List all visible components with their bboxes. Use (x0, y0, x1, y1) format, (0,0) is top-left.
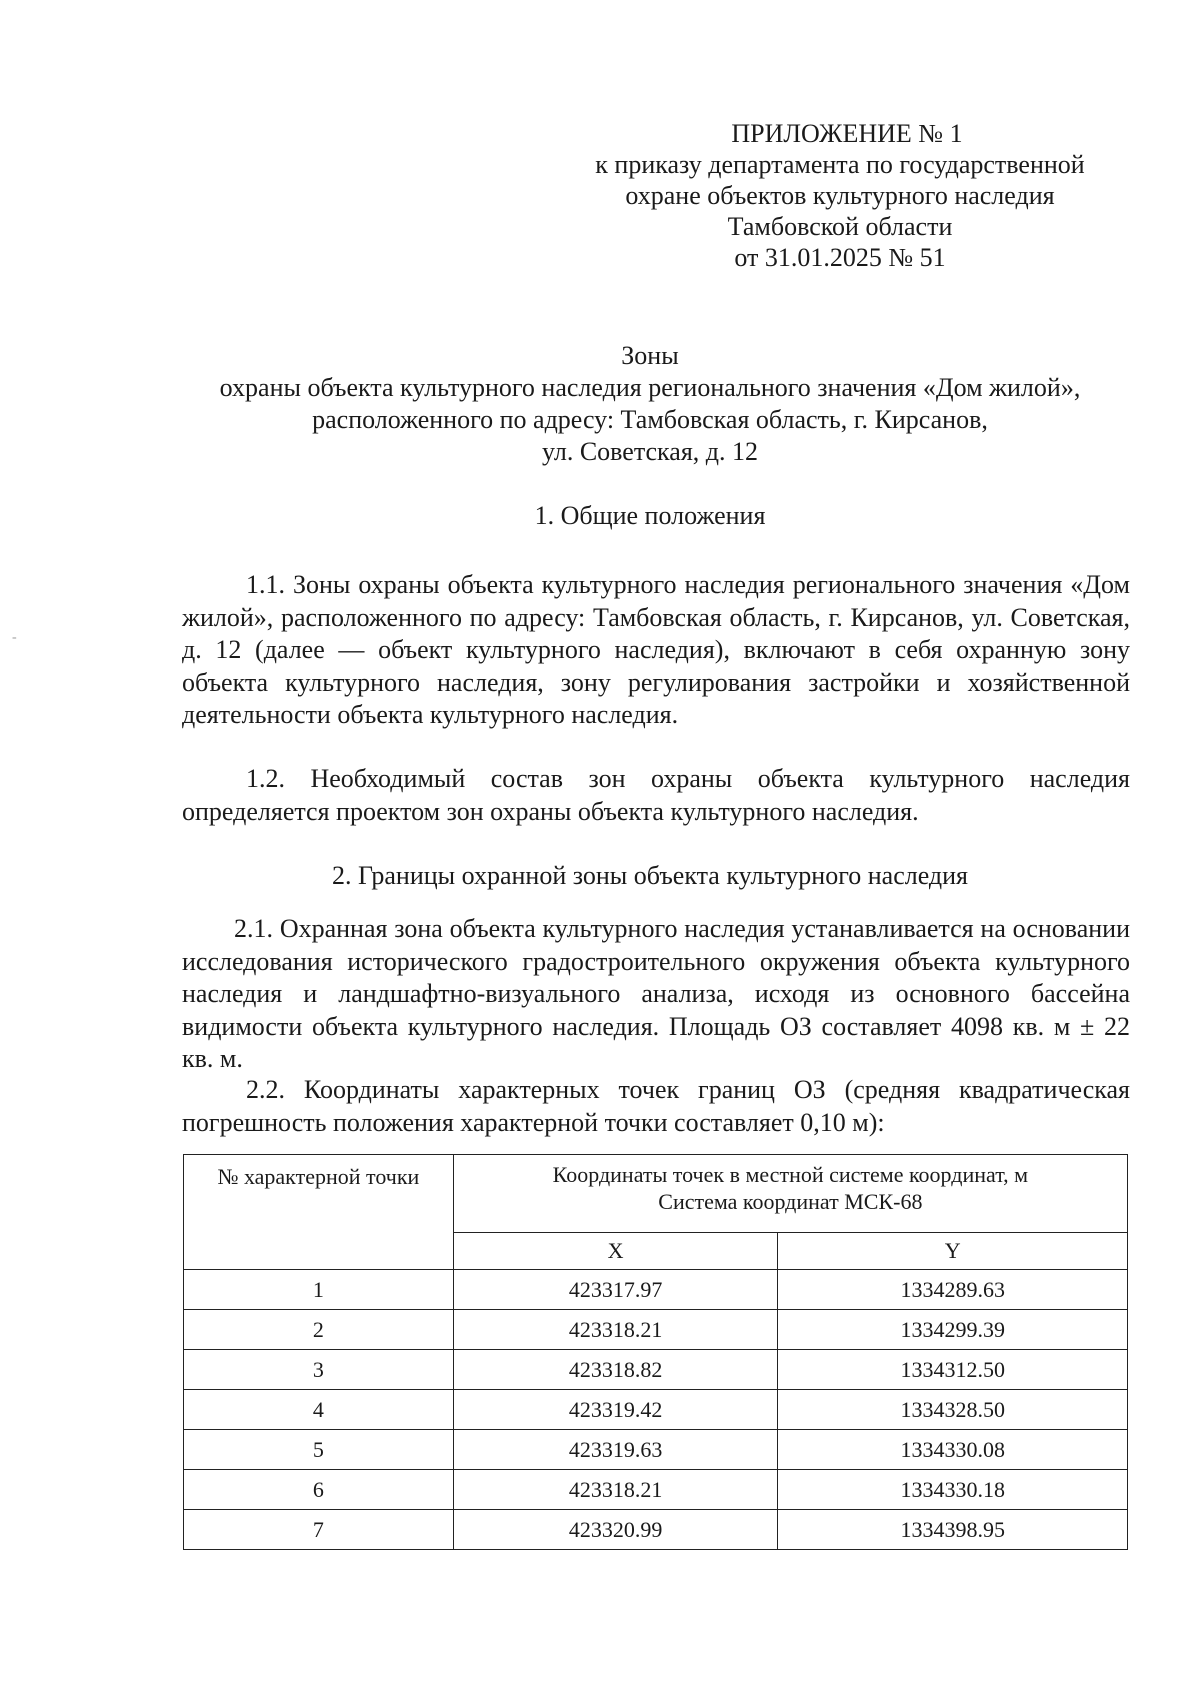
paragraph-1-2 (182, 763, 1130, 828)
scan-speck: - (12, 630, 17, 645)
x-coordinate-cell: 423318.21 (453, 1310, 778, 1350)
y-coordinate-cell: 1334289.63 (778, 1270, 1128, 1310)
appendix-header (560, 118, 1120, 273)
section-1-heading: 1. Общие положения (534, 501, 766, 530)
paragraph-2-2 (182, 1074, 1130, 1139)
table-row (184, 1350, 1128, 1390)
column-header-point-number: № характерной точки (184, 1155, 454, 1270)
title-line: охраны объекта культурного наследия регионального значения «Дом жилой», (219, 373, 1081, 402)
x-coordinate-cell: 423318.82 (453, 1350, 778, 1390)
column-header-x: X (453, 1233, 778, 1270)
y-coordinate-cell: 1334312.50 (778, 1350, 1128, 1390)
paragraph-text: 1.2. Необходимый состав зон охраны объекта культурного наследия определяется проектом зон охраны объекта культурного наследия. (182, 764, 1130, 826)
section-2-heading: 2. Границы охранной зоны объекта культурного наследия (331, 861, 969, 890)
title-line: ул. Советская, д. 12 (541, 437, 759, 466)
paragraph-text: 1.1. Зоны охраны объекта культурного наследия регионального значения «Дом жилой», расположенного по адресу: Тамбовская область, г. Кирсанов, ул. Советская, д. 12 (далее — объект культурного наследия), включают в себя охранную зону объекта культурного наследия, зону регулирования застройки и хозяйственной деятельности объекта культурного наследия. (182, 570, 1130, 729)
appendix-title: ПРИЛОЖЕНИЕ № 1 (731, 119, 963, 148)
point-number-cell: 3 (184, 1350, 454, 1390)
paragraph-text: 2.2. Координаты характерных точек границ ОЗ (средняя квадратическая погрешность положения характерной точки составляет 0,10 м): (182, 1075, 1130, 1137)
paragraph-text: 2.1. Охранная зона объекта культурного наследия устанавливается на основании исследования исторического градостроительного окружения объекта культурного наследия и ландшафтно-визуального анализа, исходя из основного бассейна видимости объекта культурного наследия. Площадь ОЗ составляет 4098 кв. м ± 22 кв. м. (182, 914, 1130, 1073)
point-number-cell: 1 (184, 1270, 454, 1310)
point-number-cell: 2 (184, 1310, 454, 1350)
x-coordinate-cell: 423319.63 (453, 1430, 778, 1470)
title-line: расположенного по адресу: Тамбовская область, г. Кирсанов, (312, 405, 988, 434)
table-row (184, 1470, 1128, 1510)
table-row (184, 1430, 1128, 1470)
x-coordinate-cell: 423320.99 (453, 1510, 778, 1550)
column-header-y: Y (778, 1233, 1128, 1270)
paragraph-2-1 (182, 913, 1130, 1076)
point-number-cell: 5 (184, 1430, 454, 1470)
x-coordinate-cell: 423319.42 (453, 1390, 778, 1430)
coordinates-header-line: Координаты точек в местной системе координат, м (552, 1162, 1029, 1187)
document-title (170, 340, 1130, 468)
appendix-line: к приказу департамента по государственной (595, 150, 1085, 179)
table-row (184, 1390, 1128, 1430)
table-row (184, 1310, 1128, 1350)
y-coordinate-cell: 1334299.39 (778, 1310, 1128, 1350)
table-row (184, 1270, 1128, 1310)
coordinates-table (183, 1154, 1128, 1550)
table-row (184, 1510, 1128, 1550)
coordinates-system-label: Система координат МСК-68 (658, 1189, 923, 1214)
column-header-coordinates (453, 1155, 1127, 1233)
point-number-cell: 6 (184, 1470, 454, 1510)
x-coordinate-cell: 423317.97 (453, 1270, 778, 1310)
point-number-cell: 4 (184, 1390, 454, 1430)
appendix-line: охране объектов культурного наследия (625, 181, 1055, 210)
x-coordinate-cell: 423318.21 (453, 1470, 778, 1510)
y-coordinate-cell: 1334330.08 (778, 1430, 1128, 1470)
paragraph-1-1 (182, 569, 1130, 732)
y-coordinate-cell: 1334328.50 (778, 1390, 1128, 1430)
appendix-line: Тамбовской области (727, 212, 953, 241)
y-coordinate-cell: 1334398.95 (778, 1510, 1128, 1550)
point-number-cell: 7 (184, 1510, 454, 1550)
y-coordinate-cell: 1334330.18 (778, 1470, 1128, 1510)
title-line: Зоны (621, 341, 679, 370)
appendix-date-number: от 31.01.2025 № 51 (734, 243, 946, 272)
